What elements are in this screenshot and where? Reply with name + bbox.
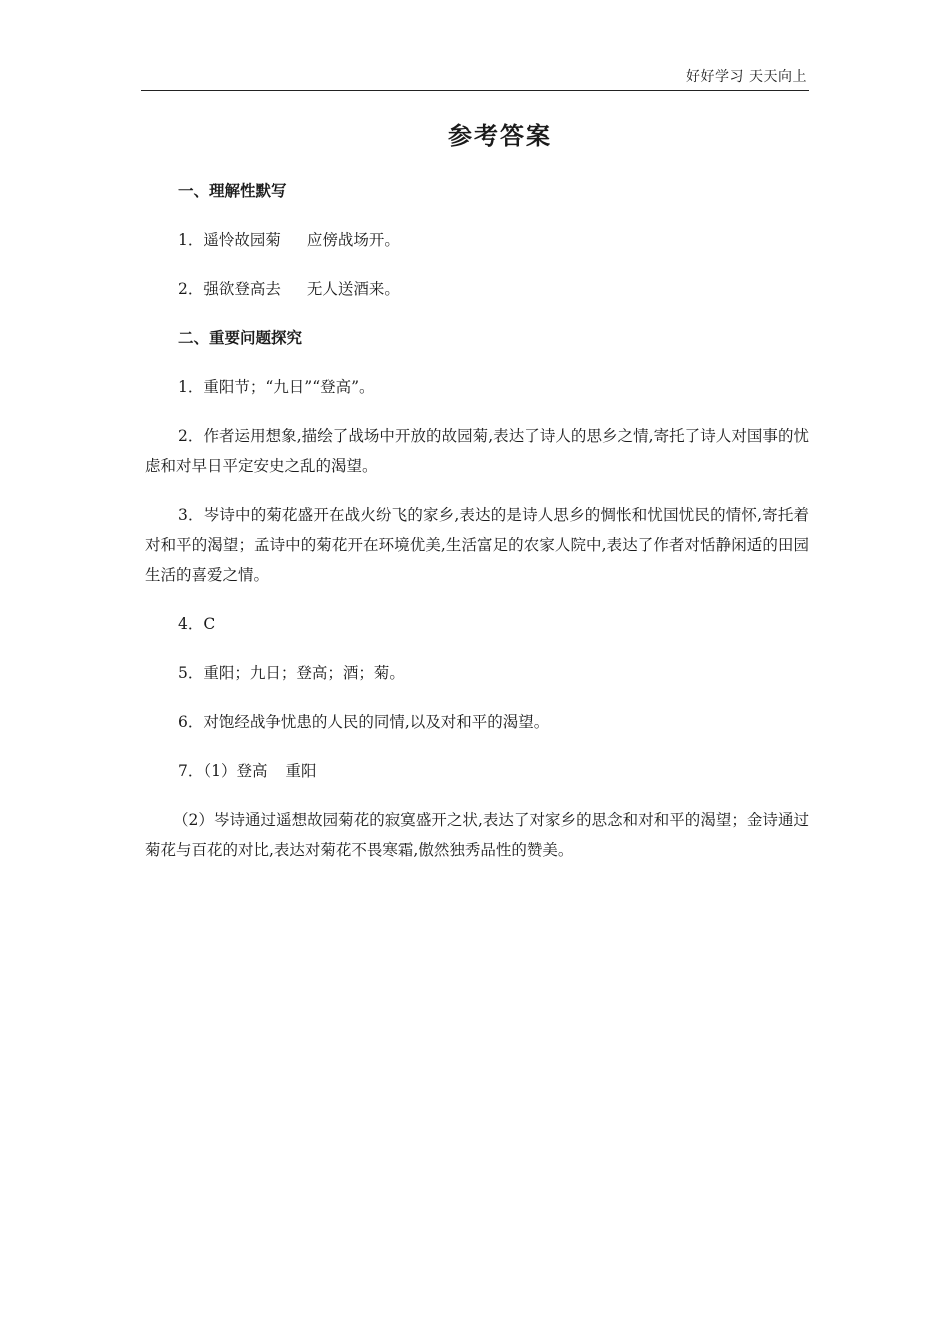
answer-item-1-2 <box>145 274 809 304</box>
answer-text-part: 2．强欲登高去 <box>178 280 281 298</box>
answer-text-part: 重阳 <box>285 762 317 780</box>
answer-item-2-5: 5．重阳；九日；登高；酒；菊。 <box>178 664 405 682</box>
page-title: 参考答案 <box>448 122 552 150</box>
answer-item-2-2: 2．作者运用想象,描绘了战场中开放的故园菊,表达了诗人的思乡之情,寄托了诗人对国事的忧虑和对早日平定安史之乱的渴望。 <box>145 427 809 475</box>
header-divider <box>141 90 809 91</box>
answer-item-2-3: 3．岑诗中的菊花盛开在战火纷飞的家乡,表达的是诗人思乡的惆怅和忧国忧民的情怀,寄托着对和平的渴望；孟诗中的菊花开在环境优美,生活富足的农家人院中,表达了作者对恬静闲适的田园生活的喜爱之情。 <box>145 506 809 584</box>
answer-item-2-1: 1．重阳节；“九日”“登高”。 <box>178 378 375 396</box>
answer-text-part: 应傍战场开。 <box>306 231 400 249</box>
answer-item-1-1 <box>145 225 809 255</box>
answer-item-2-6: 6．对饱经战争忧患的人民的同情,以及对和平的渴望。 <box>178 713 550 731</box>
answer-text-part: 无人送酒来。 <box>306 280 400 298</box>
answer-text-part: 7．（1）登高 <box>178 762 268 780</box>
section-heading-1: 一、理解性默写 <box>178 182 287 200</box>
answer-item-2-7-2: （2）岑诗通过遥想故园菊花的寂寞盛开之状,表达了对家乡的思念和对和平的渴望；金诗通过菊花与百花的对比,表达对菊花不畏寒霜,傲然独秀品性的赞美。 <box>145 811 809 859</box>
answer-item-2-4: 4．C <box>178 615 216 633</box>
answer-text-part: 1．遥怜故园菊 <box>178 231 281 249</box>
page-header-text: 好好学习 天天向上 <box>686 69 807 85</box>
answer-content <box>145 176 809 884</box>
answer-item-2-7-1 <box>145 756 809 786</box>
section-heading-2: 二、重要问题探究 <box>178 329 303 347</box>
